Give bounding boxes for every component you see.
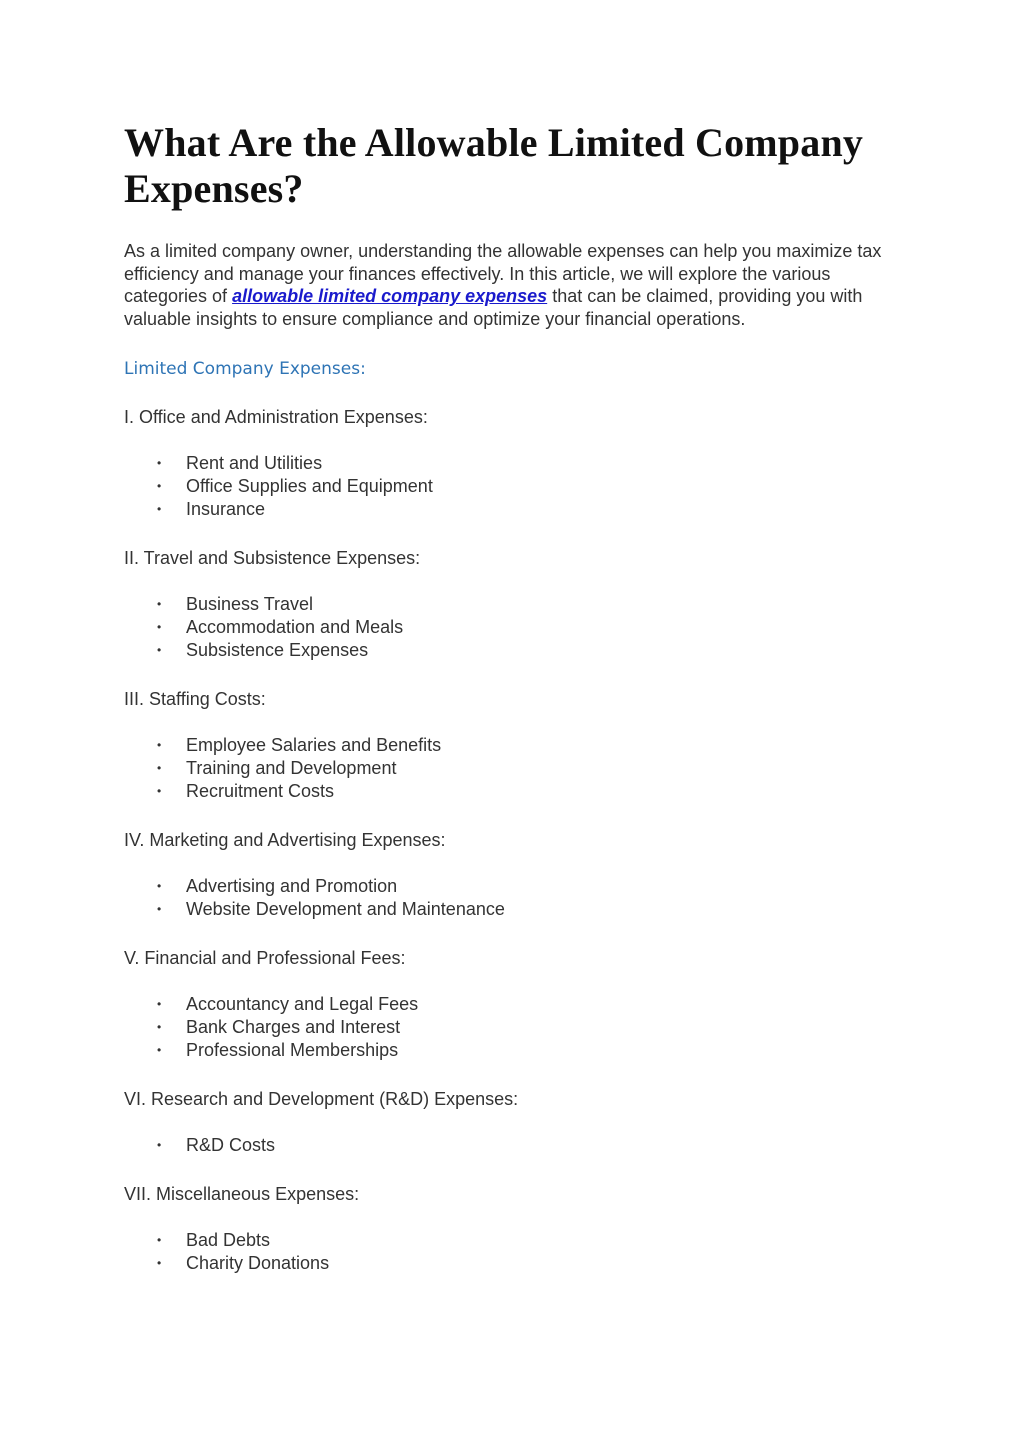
category-heading: V. Financial and Professional Fees:	[124, 948, 406, 969]
list-item	[157, 993, 904, 1016]
bullet-icon: •	[157, 902, 162, 917]
bullet-icon: •	[157, 1020, 162, 1035]
bullet-icon: •	[157, 597, 162, 612]
list-item-label: Recruitment Costs	[186, 781, 335, 802]
list-item	[157, 452, 904, 475]
list-item	[157, 1134, 904, 1157]
bullet-icon: •	[157, 456, 162, 471]
list-item-label: Bank Charges and Interest	[186, 1017, 401, 1038]
bullet-icon: •	[157, 643, 162, 658]
allowable-expenses-link[interactable]: allowable limited company expenses	[232, 286, 548, 307]
list-item-label: Training and Development	[186, 758, 397, 779]
list-item-label: Website Development and Maintenance	[186, 899, 505, 920]
list-item	[157, 780, 904, 803]
list-item	[157, 475, 904, 498]
section-subheading: Limited Company Expenses:	[124, 359, 366, 380]
list-item-label: Rent and Utilities	[186, 453, 323, 474]
list-item-label: Subsistence Expenses	[186, 640, 369, 661]
category-heading: VII. Miscellaneous Expenses:	[124, 1184, 360, 1205]
list-item	[157, 875, 904, 898]
list-item	[157, 1039, 904, 1062]
list-item	[157, 1016, 904, 1039]
bullet-icon: •	[157, 879, 162, 894]
bullet-icon: •	[157, 761, 162, 776]
category-list	[124, 452, 904, 521]
page-title: What Are the Allowable Limited Company Expenses?	[124, 120, 864, 211]
list-item	[157, 639, 904, 662]
list-item-label: Office Supplies and Equipment	[186, 476, 433, 497]
list-item-label: Charity Donations	[186, 1253, 330, 1274]
bullet-icon: •	[157, 738, 162, 753]
list-item-label: Accountancy and Legal Fees	[186, 994, 419, 1015]
bullet-icon: •	[157, 502, 162, 517]
list-item	[157, 593, 904, 616]
category-heading: II. Travel and Subsistence Expenses:	[124, 548, 421, 569]
document-page	[124, 120, 904, 1275]
list-item	[157, 616, 904, 639]
list-item-label: R&D Costs	[186, 1135, 276, 1156]
category-list	[124, 734, 904, 803]
category-heading: VI. Research and Development (R&D) Expenses:	[124, 1089, 519, 1110]
bullet-icon: •	[157, 997, 162, 1012]
intro-text-after: that can be claimed, providing you with valuable insights to ensure compliance and optimize your financial operations.	[124, 286, 863, 329]
list-item	[157, 1229, 904, 1252]
category-heading: I. Office and Administration Expenses:	[124, 407, 428, 428]
bullet-icon: •	[157, 479, 162, 494]
category-heading: IV. Marketing and Advertising Expenses:	[124, 830, 446, 851]
list-item-label: Bad Debts	[186, 1230, 271, 1251]
bullet-icon: •	[157, 1138, 162, 1153]
list-item-label: Professional Memberships	[186, 1040, 399, 1061]
bullet-icon: •	[157, 1043, 162, 1058]
intro-paragraph	[124, 240, 904, 330]
bullet-icon: •	[157, 784, 162, 799]
list-item	[157, 757, 904, 780]
category-list	[124, 875, 904, 921]
category-heading: III. Staffing Costs:	[124, 689, 266, 710]
list-item-label: Accommodation and Meals	[186, 617, 404, 638]
list-item	[157, 1252, 904, 1275]
list-item-label: Insurance	[186, 499, 266, 520]
expense-sections	[124, 406, 904, 1275]
bullet-icon: •	[157, 1233, 162, 1248]
list-item	[157, 498, 904, 521]
bullet-icon: •	[157, 620, 162, 635]
category-list	[124, 1229, 904, 1275]
category-list	[124, 1134, 904, 1157]
list-item	[157, 898, 904, 921]
list-item-label: Advertising and Promotion	[186, 876, 398, 897]
intro-text-before: As a limited company owner, understanding the allowable expenses can help you maximize tax efficiency and manage your finances effectively. In this article, we will explore the various categories of	[124, 241, 882, 307]
category-list	[124, 593, 904, 662]
bullet-icon: •	[157, 1256, 162, 1271]
list-item-label: Employee Salaries and Benefits	[186, 735, 442, 756]
list-item	[157, 734, 904, 757]
list-item-label: Business Travel	[186, 594, 314, 615]
category-list	[124, 993, 904, 1062]
